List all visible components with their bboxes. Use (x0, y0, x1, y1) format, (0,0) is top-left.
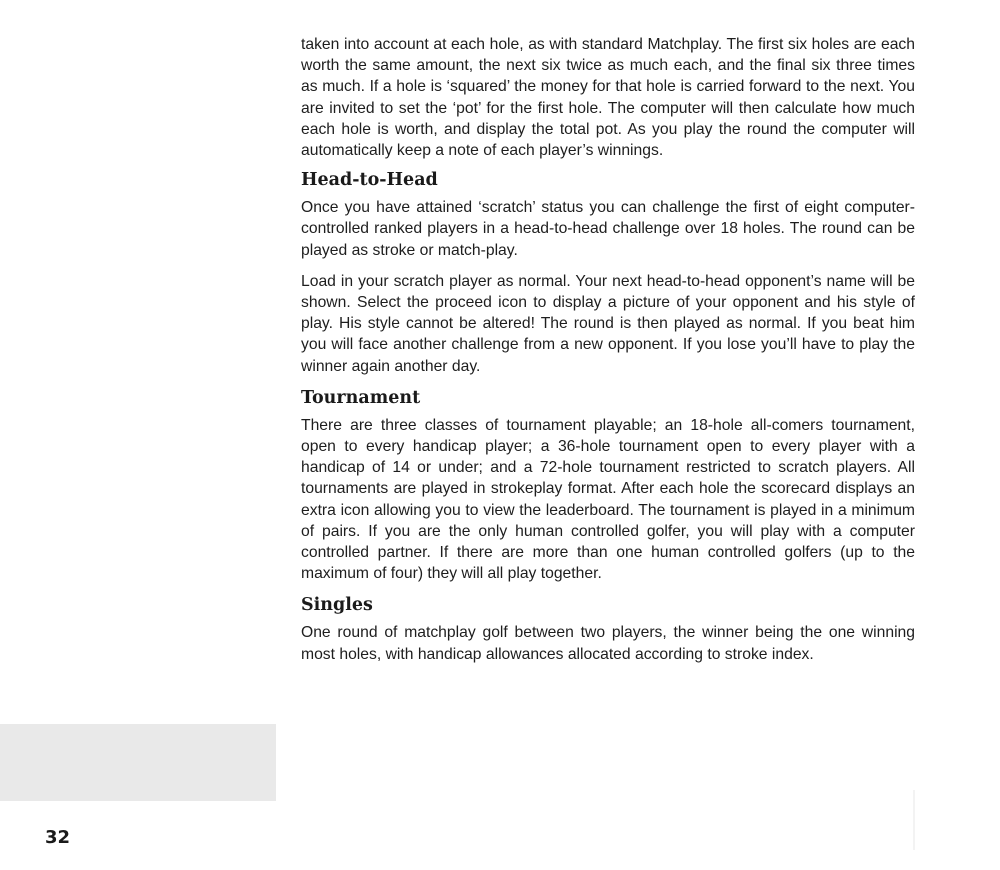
page-edge-shadow (913, 790, 915, 850)
heading-tournament: Tournament (301, 387, 421, 408)
heading-head-to-head: Head-to-Head (301, 170, 438, 191)
page-number: 32 (45, 827, 71, 848)
head-to-head-paragraph-1: Once you have attained ‘scratch’ status you can challenge the first of eight computer-controlled ranked players in a head-to-head challenge over 18 holes. The round can be played as stroke or match-play. (301, 199, 915, 259)
intro-paragraph: taken into account at each hole, as with standard Matchplay. The first six holes are each worth the same amount, the next six twice as much each, and the final six three times as much. If a hole is ‘squared’ the money for that hole is carried forward to the next. You are invited to set the ‘pot’ for the first hole. The computer will then calculate how much each hole is worth, and display the total pot. As you play the round the computer will automatically keep a note of each player’s winnings. (301, 36, 915, 160)
tournament-paragraph: There are three classes of tournament playable; an 18-hole all-comers tournament, open to every handicap player; a 36-hole tournament open to every player with a handicap of 14 or under; and a 72-hole tournament restricted to scratch players. All tournaments are played in strokeplay format. After each hole the scorecard displays an extra icon allowing you to view the leaderboard. The tournament is played in a minimum of pairs. If you are the only human controlled golfer, you will play with a computer controlled partner. If there are more than one human controlled golfers (up to the maximum of four) they will all play together. (301, 416, 915, 583)
text-column (301, 34, 915, 675)
singles-paragraph: One round of matchplay golf between two players, the winner being the one winning most holes, with handicap allowances allocated according to stroke index. (301, 624, 915, 663)
heading-singles: Singles (301, 595, 373, 616)
head-to-head-paragraph-2: Load in your scratch player as normal. Your next head-to-head opponent’s name will be shown. Select the proceed icon to display a picture of your opponent and his style of play. His style cannot be altered! The round is then played as normal. If you beat him you will face another challenge from a new opponent. If you lose you’ll have to play the winner again another day. (301, 272, 915, 375)
gray-margin-block (0, 724, 276, 801)
